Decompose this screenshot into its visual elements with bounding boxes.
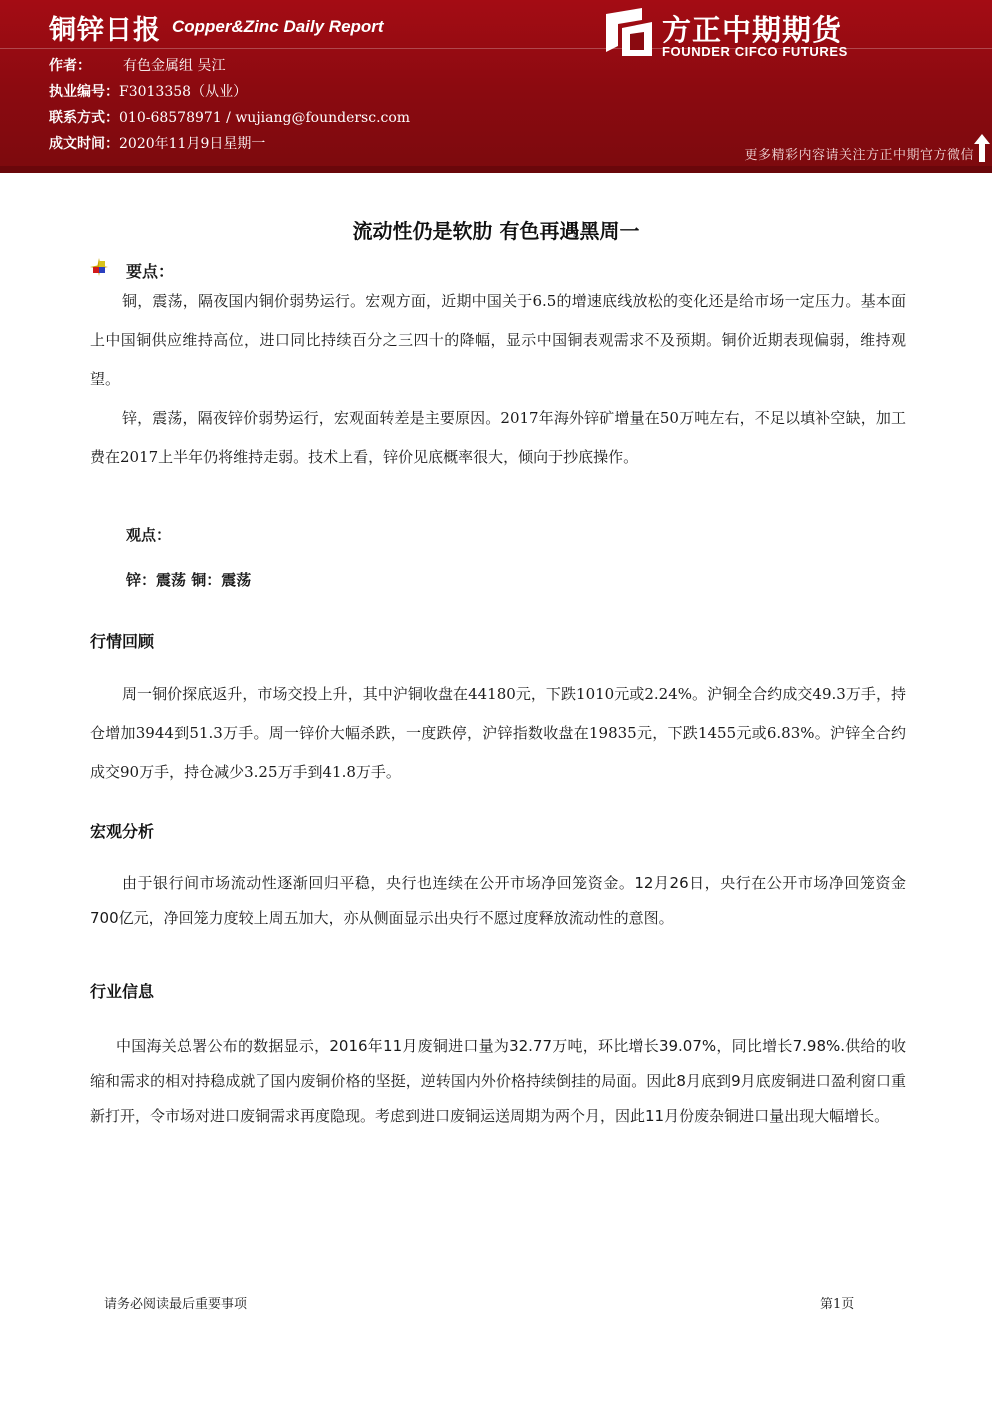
meta-contact-value[interactable]: 010-68578971 / wujiang@foundersc.com xyxy=(119,110,411,126)
footer-page-number: 第1页 xyxy=(820,1297,855,1312)
meta-author xyxy=(49,55,225,75)
key-points-bullet-icon xyxy=(90,258,108,276)
header-bottom-strip xyxy=(0,166,992,173)
meta-date-label: 成文时间： xyxy=(49,136,119,152)
meta-license xyxy=(49,81,247,101)
section-text-industry: 中国海关总署公布的数据显示，2016年11月废铜进口量为32.77万吨，环比增长39.07%，同比增长7.98%.供给的收缩和需求的相对持稳成就了国内废铜价格的坚挺，逆转国内外价格持续倒挂的局面。因此8月底到9月底废铜进口盈利窗口重新打开，令市场对进口废铜需求再度隐现。考虑到进口废铜运送周期为两个月，因此11月份废杂铜进口量出现大幅增长。 xyxy=(90,1037,906,1125)
view-text: 锌：震荡 铜：震荡 xyxy=(126,571,252,589)
meta-contact xyxy=(49,107,410,127)
meta-date xyxy=(49,133,265,153)
view-heading: 观点： xyxy=(126,526,172,544)
section-heading-industry: 行业信息 xyxy=(90,982,155,1001)
meta-author-label: 作者： xyxy=(49,58,91,74)
brand-name-en: FOUNDER CIFCO FUTURES xyxy=(662,44,848,59)
brand-name-cn: 方正中期期货 xyxy=(662,13,843,47)
section-text-market-review: 周一铜价探底返升，市场交投上升，其中沪铜收盘在44180元，下跌1010元或2.24%。沪铜全合约成交49.3万手，持仓增加3944到51.3万手。周一锌价大幅杀跌，一度跌停，沪锌指数收盘在19835元，下跌1455元或6.83%。沪锌全合约成交90万手，持仓减少3.25万手到41.8万手。 xyxy=(90,685,906,781)
section-text-macro: 由于银行间市场流动性逐渐回归平稳，央行也连续在公开市场净回笼资金。12月26日，央行在公开市场净回笼资金700亿元，净回笼力度较上周五加大，亦从侧面显示出央行不愿过度释放流动性的意图。 xyxy=(90,874,906,927)
meta-date-value: 2020年11月9日星期一 xyxy=(119,136,266,152)
document-title: 流动性仍是软肋 有色再遇黑周一 xyxy=(352,219,640,243)
meta-contact-label: 联系方式： xyxy=(49,110,119,126)
key-points-heading: 要点： xyxy=(126,262,175,281)
report-title-cn: 铜锌日报 xyxy=(49,15,161,46)
report-header-band xyxy=(0,0,992,173)
section-heading-market-review: 行情回顾 xyxy=(90,632,155,651)
section-heading-macro: 宏观分析 xyxy=(90,822,155,841)
meta-license-label: 执业编号： xyxy=(49,84,119,100)
key-point-zinc: 锌，震荡，隔夜锌价弱势运行，宏观面转差是主要原因。2017年海外锌矿增量在50万吨左右，不足以填补空缺，加工费在2017上半年仍将维持走弱。技术上看，锌价见底概率很大，倾向于抄底操作。 xyxy=(90,409,906,466)
key-point-copper: 铜，震荡，隔夜国内铜价弱势运行。宏观方面，近期中国关于6.5的增速底线放松的变化还是给市场一定压力。基本面上中国铜供应维持高位，进口同比持续百分之三四十的降幅，显示中国铜表观需求不及预期。铜价近期表现偏弱，维持观望。 xyxy=(90,292,906,388)
meta-license-value: F3013358（从业） xyxy=(119,84,248,100)
founder-logo-icon xyxy=(604,6,656,58)
follow-wechat-text[interactable]: 更多精彩内容请关注方正中期官方微信 xyxy=(744,148,974,163)
report-title-en: Copper&Zinc Daily Report xyxy=(172,17,384,36)
meta-author-value: 有色金属组 吴江 xyxy=(123,58,226,74)
up-arrow-icon[interactable] xyxy=(974,134,990,162)
footer-notice: 请务必阅读最后重要事项 xyxy=(104,1297,248,1312)
